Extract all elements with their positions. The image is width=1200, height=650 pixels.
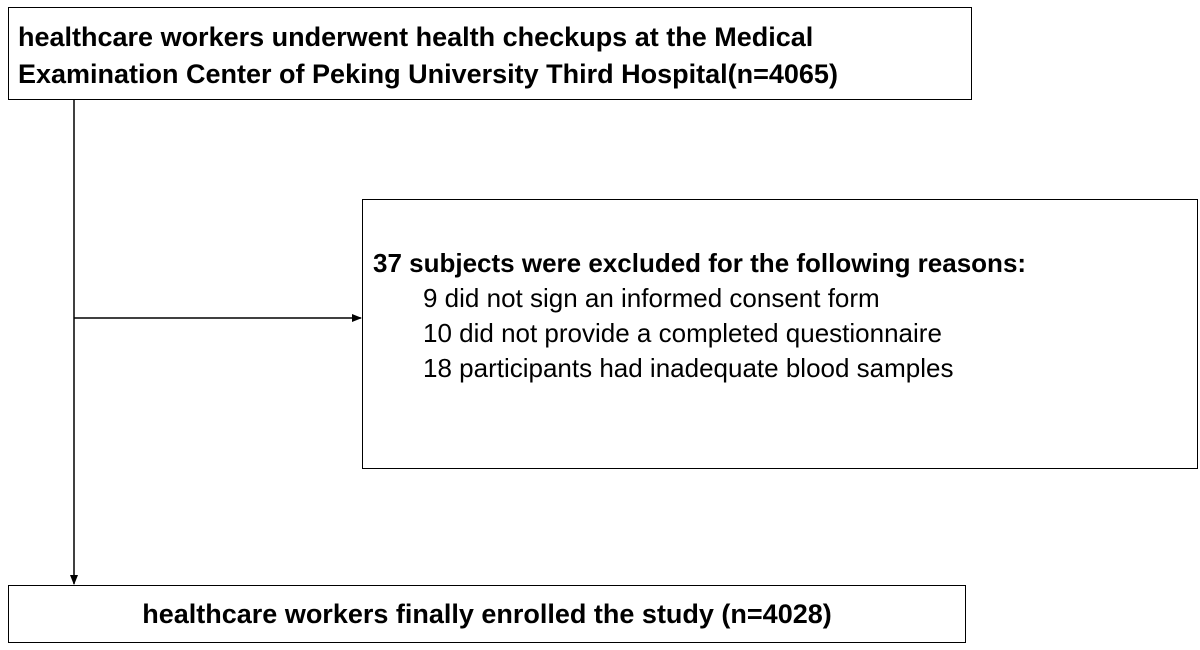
final-enrolled-text: healthcare workers finally enrolled the study (n=4028) bbox=[142, 599, 832, 629]
exclusion-box bbox=[362, 199, 1198, 469]
initial-population-line-2: Examination Center of Peking University Third Hospital(n=4065) bbox=[18, 59, 838, 89]
exclusion-reason-questionnaire: 10 did not provide a completed questionnaire bbox=[423, 318, 942, 348]
exclusion-reason-consent: 9 did not sign an informed consent form bbox=[423, 283, 880, 313]
exclusion-reason-blood-samples: 18 participants had inadequate blood samples bbox=[423, 353, 954, 383]
exclusion-heading: 37 subjects were excluded for the following reasons: bbox=[373, 248, 1027, 278]
initial-population-box bbox=[8, 7, 972, 100]
initial-population-line-1: healthcare workers underwent health checkups at the Medical bbox=[18, 22, 814, 52]
final-enrolled-box bbox=[8, 585, 966, 643]
